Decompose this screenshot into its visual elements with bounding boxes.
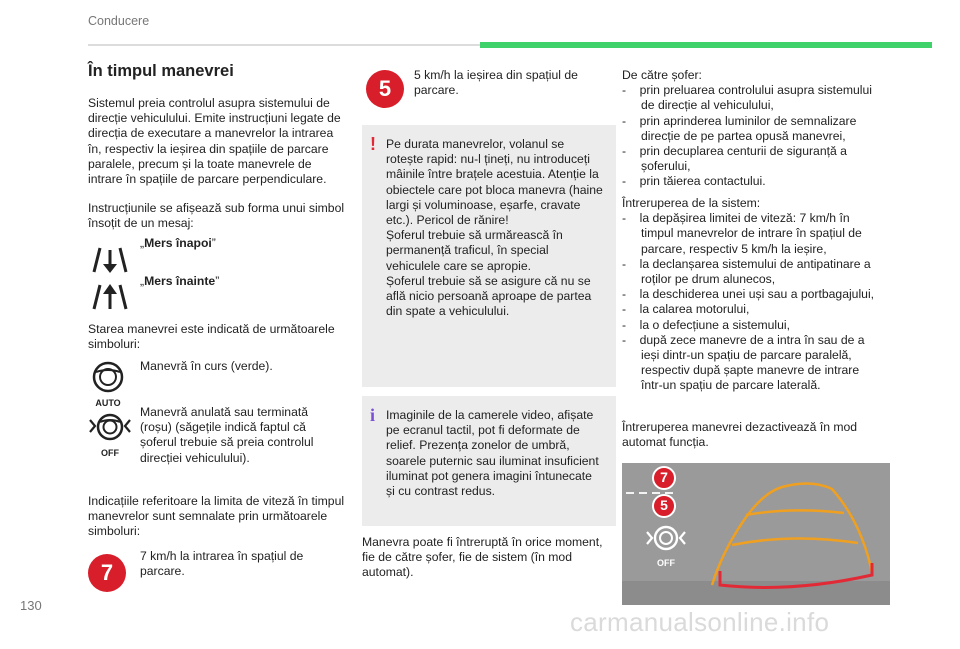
page-number: 130 xyxy=(20,598,42,613)
info-text: Imaginile de la camerele video, afișate pe ecranul tactil, pot fi deformate de relief. Prezența zonelor de umbră, soarele puternic sau iluminat insuficient iluminat pot genera imagini întunecate și cu contrast redus. xyxy=(386,408,599,499)
warning-text-2: Șoferul trebuie să urmărească în permanență traficul, în special vehiculele care se apropie. xyxy=(386,228,563,273)
header-accent-bar xyxy=(480,42,932,48)
warning-box xyxy=(362,125,616,387)
intro-paragraph: Sistemul preia controlul asupra sistemului de direcție vehiculului. Emite instrucțiuni legate de direcția de executare a manevrelor la intrarea în, respectiv la ieșirea din spațiile de parcare paralele, precum și la toate manevrele de intrare în spațiile de parcare perpendiculare. xyxy=(88,96,341,187)
deactivate-paragraph: Întreruperea manevrei dezactivează în mod automat funcția. xyxy=(622,420,858,450)
warning-text-1: Pe durata manevrelor, volanul se rotește rapid: nu-l țineți, nu introduceți mâinile între brațele acestuia. Atenție la obiectele care pot bloca manevra (haine largi și voluminoase, eșarfe, cravate etc.). Pericol de rănire! xyxy=(386,137,603,228)
speed-5-badge: 5 xyxy=(366,70,404,108)
section-title: În timpul manevrei xyxy=(88,62,234,80)
system-interrupt-list xyxy=(622,196,884,394)
reverse-message: „Mers înapoi” xyxy=(140,236,216,250)
warning-icon: ! xyxy=(370,134,376,154)
system-list-title: Întreruperea de la sistem: xyxy=(622,196,761,210)
driver-interrupt-list xyxy=(622,68,884,190)
steering-auto-icon xyxy=(90,360,126,409)
list-item: - prin tăierea contactului. xyxy=(622,174,766,189)
auto-label: AUTO xyxy=(95,398,121,409)
camera-steering-off-icon xyxy=(644,522,688,569)
list-item: - după zece manevre de a intra în sau de a ieși dintr-un spațiu de parcare paralelă, respectiv după șapte manevre de intrare într-un spațiu de parcare laterală. xyxy=(622,332,865,393)
header-divider xyxy=(88,44,480,46)
state-paragraph: Starea manevrei este indicată de următoarele simboluri: xyxy=(88,322,335,352)
camera-off-label: OFF xyxy=(657,558,675,569)
speed-intro-paragraph: Indicațiile referitoare la limita de viteză în timpul manevrelor sunt semnalate prin următoarele simboluri: xyxy=(88,494,345,539)
camera-speed-7-badge: 7 xyxy=(652,466,676,490)
interrupt-paragraph: Manevra poate fi întreruptă în orice moment, fie de către șofer, fie de sistem (în mod automat). xyxy=(362,535,603,580)
list-item: - la calarea motorului, xyxy=(622,302,750,317)
driver-list-title: De către șofer: xyxy=(622,68,702,82)
camera-speed-5-badge: 5 xyxy=(652,494,676,518)
off-label: OFF xyxy=(101,448,119,459)
info-icon: i xyxy=(370,405,376,425)
list-item: - prin decuplarea centurii de siguranță a șoferului, xyxy=(622,144,847,174)
list-item: - la depășirea limitei de viteză: 7 km/h în timpul manevrelor de intrare în spațiul de parcare, respectiv 5 km/h la ieșire, xyxy=(622,211,862,256)
auto-description: Manevră în curs (verde). xyxy=(140,359,273,373)
forward-arrow-icon xyxy=(90,281,130,313)
watermark: carmanualsonline.info xyxy=(570,607,830,637)
reverse-arrow-icon xyxy=(90,244,130,276)
steering-off-icon xyxy=(88,410,132,459)
list-item: - la declanșarea sistemului de antipatinare a roților pe drum alunecos, xyxy=(622,256,871,287)
speed-7-description: 7 km/h la intrarea în spațiul de parcare. xyxy=(140,549,304,579)
speed-7-badge: 7 xyxy=(88,554,126,592)
list-item: - prin preluarea controlului asupra sistemului de direcție al vehiculului, xyxy=(622,83,872,113)
section-label: Conducere xyxy=(88,14,150,28)
list-item: - prin aprinderea luminilor de semnalizare direcție de pe partea opusă manevrei, xyxy=(622,113,857,143)
off-description: Manevră anulată sau terminată (roșu) (săgețile indică faptul că șoferul trebuie să preia controlul direcției vehiculului). xyxy=(140,405,314,465)
info-box xyxy=(362,396,616,526)
list-item: - la deschiderea unei uși sau a portbagajului, xyxy=(622,287,875,302)
speed-5-description: 5 km/h la ieșirea din spațiul de parcare. xyxy=(414,68,578,98)
forward-message: „Mers înainte” xyxy=(140,274,220,288)
warning-text-3: Șoferul trebuie să se asigure că nu se află nicio persoană aproape de partea din spate a vehiculului. xyxy=(386,273,592,319)
instructions-paragraph: Instrucțiunile se afișează sub forma unui simbol însoțit de un mesaj: xyxy=(88,201,345,231)
list-item: - la o defecțiune a sistemului, xyxy=(622,317,791,332)
